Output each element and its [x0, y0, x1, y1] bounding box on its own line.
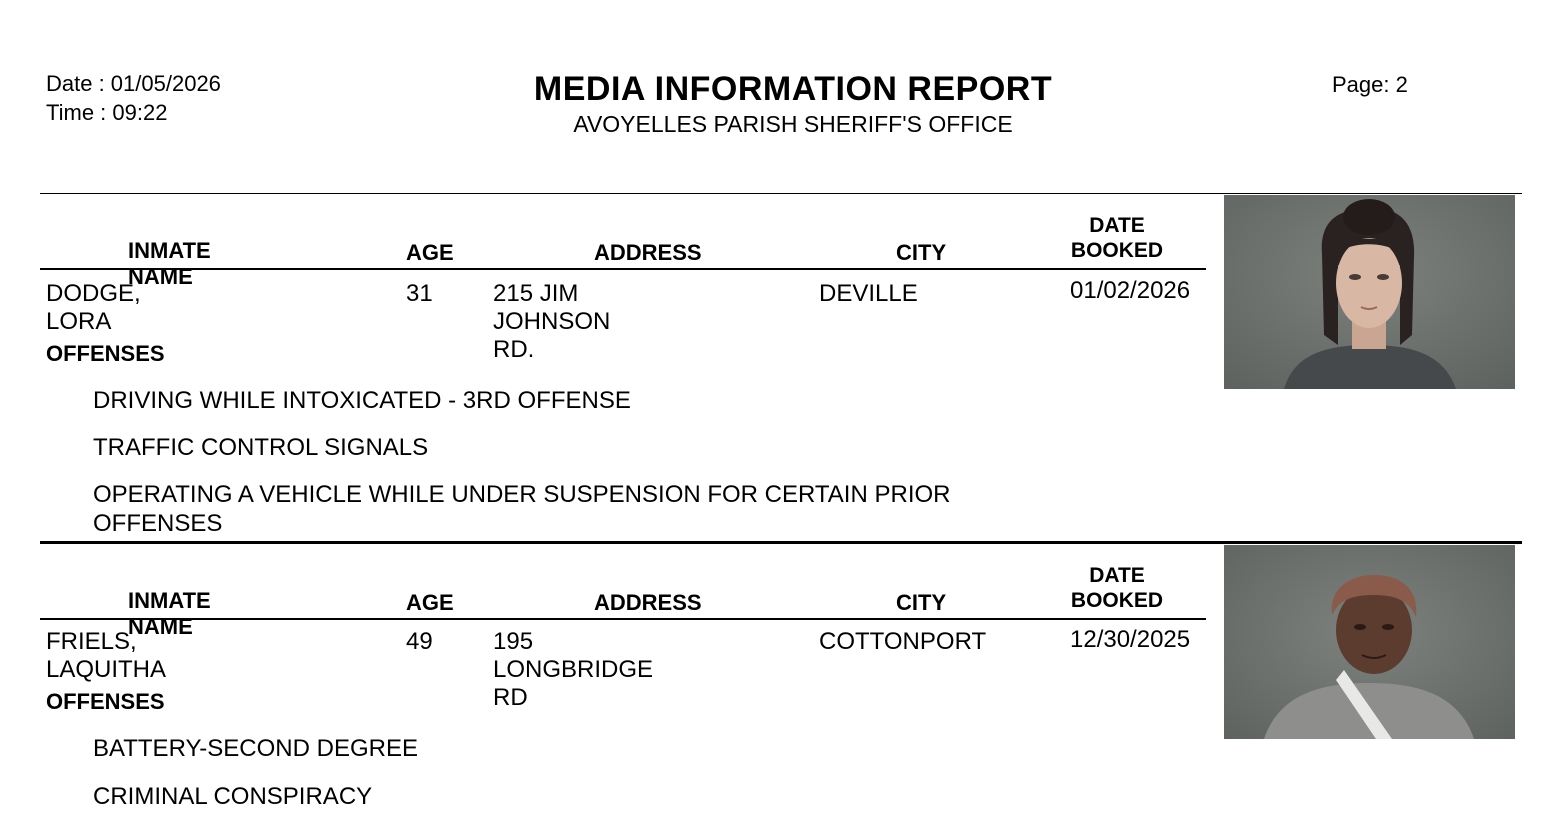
mugshot-image — [1224, 195, 1515, 389]
col-header-date-line1: DATE — [1089, 214, 1145, 237]
inmate-name: DODGE, LORA — [46, 280, 141, 335]
col-header-age: AGE — [406, 590, 454, 615]
inmate-age: 49 — [406, 628, 433, 655]
offenses-label: OFFENSES — [46, 689, 165, 714]
col-header-date-line2: BOOKED — [1070, 239, 1164, 262]
offenses-label: OFFENSES — [46, 341, 165, 366]
report-date: Date : 01/05/2026 — [46, 71, 221, 96]
inmate-photo — [1224, 545, 1515, 739]
inmate-date-booked: 01/02/2026 — [1070, 277, 1191, 304]
record-divider — [40, 541, 1522, 544]
col-header-address: ADDRESS — [594, 240, 702, 265]
report-subtitle: AVOYELLES PARISH SHERIFF'S OFFICE — [573, 111, 1013, 137]
inmate-city: DEVILLE — [819, 280, 918, 307]
col-header-name: INMATE NAME — [128, 238, 211, 289]
page-number: Page: 2 — [1332, 72, 1408, 97]
inmate-name: FRIELS, LAQUITHA — [46, 628, 167, 683]
col-header-address: ADDRESS — [594, 590, 702, 615]
offense-item: OPERATING A VEHICLE WHILE UNDER SUSPENSION FOR CERTAIN PRIOR OFFENSES — [93, 481, 951, 537]
offense-item: DRIVING WHILE INTOXICATED - 3RD OFFENSE — [93, 387, 631, 414]
inmate-date-booked: 12/30/2025 — [1070, 626, 1191, 653]
col-header-city: CITY — [896, 590, 947, 615]
col-header-date-line2: BOOKED — [1070, 589, 1164, 612]
inmate-address: 215 JIM JOHNSON RD. — [493, 280, 611, 363]
header-divider — [40, 193, 1522, 194]
inmate-age: 31 — [406, 280, 433, 307]
offense-item: BATTERY-SECOND DEGREE — [93, 735, 418, 762]
col-header-date-booked — [1067, 213, 1167, 263]
offense-item: TRAFFIC CONTROL SIGNALS — [93, 434, 429, 461]
inmate-photo — [1224, 195, 1515, 389]
col-header-age: AGE — [406, 240, 454, 265]
inmate-city: COTTONPORT — [819, 628, 987, 655]
mugshot-image — [1224, 545, 1515, 739]
col-header-date-line1: DATE — [1089, 564, 1145, 587]
offense-item: CRIMINAL CONSPIRACY — [93, 783, 373, 810]
inmate-address: 195 LONGBRIDGE RD — [493, 628, 654, 711]
column-header-rule — [40, 618, 1206, 620]
column-header-rule — [40, 268, 1206, 270]
report-time: Time : 09:22 — [46, 100, 168, 125]
report-title: MEDIA INFORMATION REPORT — [533, 70, 1053, 108]
col-header-date-booked — [1067, 563, 1167, 613]
col-header-name: INMATE NAME — [128, 588, 211, 639]
col-header-city: CITY — [896, 240, 947, 265]
